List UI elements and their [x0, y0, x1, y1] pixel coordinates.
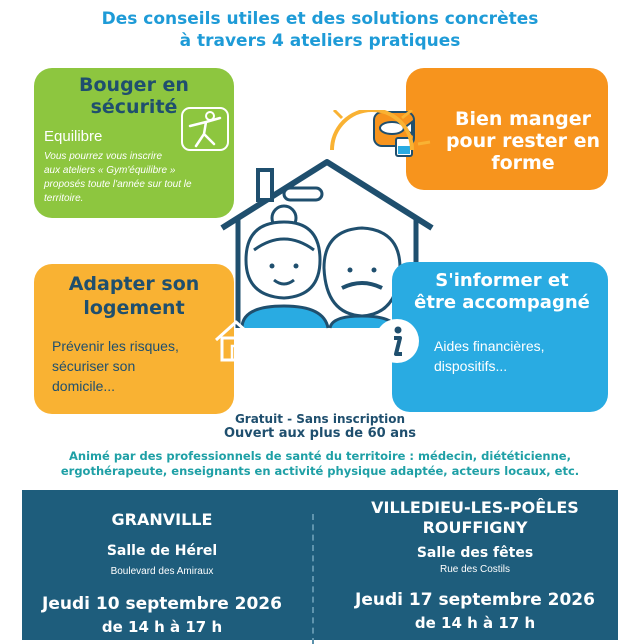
title-line: pour rester en	[445, 130, 601, 152]
page-subtitle	[0, 8, 640, 52]
city-line: ROUFFIGNY	[422, 518, 528, 537]
session-street: Rue des Costils	[439, 564, 511, 575]
session-granville	[32, 490, 292, 636]
card-move-safely-subtitle: Equilibre	[44, 128, 103, 145]
free-notice: Gratuit - Sans inscription	[234, 412, 406, 426]
desc-line: sécuriser son	[52, 358, 136, 374]
card-adapt-housing-title	[34, 272, 234, 320]
session-venue: Salle des fêtes	[416, 545, 534, 561]
title-line: forme	[491, 152, 555, 174]
age-notice: Ouvert aux plus de 60 ans	[224, 426, 416, 441]
title-line: Adapter son	[68, 273, 200, 295]
card-inform	[392, 262, 608, 412]
desc-line: territoire.	[44, 193, 84, 204]
session-city: GRANVILLE	[111, 510, 213, 529]
title-line: sécurité	[90, 96, 178, 118]
card-adapt-housing-description	[52, 336, 212, 396]
session-date: Jeudi 17 septembre 2026	[355, 590, 595, 610]
card-eat-well-title	[442, 108, 604, 174]
title-line: être accompagné	[414, 292, 590, 313]
card-adapt-housing	[34, 264, 234, 414]
session-venue: Salle de Hérel	[106, 543, 218, 559]
desc-line: domicile...	[52, 378, 116, 394]
desc-line: Vous pourrez vous inscrire	[44, 151, 163, 162]
session-city	[340, 498, 610, 538]
session-date: Jeudi 10 septembre 2026	[42, 594, 282, 614]
facilitators-line: ergothérapeute, enseignants en activité physique adaptée, acteurs locaux, etc.	[60, 464, 580, 478]
card-move-safely	[34, 68, 234, 218]
title-line: logement	[83, 297, 185, 319]
home-icon	[210, 318, 262, 362]
subtitle-line-1: Des conseils utiles et des solutions concrètes	[101, 9, 539, 29]
desc-line: proposés toute l'année sur tout le	[44, 179, 192, 190]
facilitators-text	[30, 449, 610, 479]
session-street: Boulevard des Amiraux	[110, 566, 214, 577]
footer-divider	[312, 514, 314, 644]
card-inform-description	[434, 336, 594, 376]
title-line: Bien manger	[454, 108, 592, 130]
desc-line: dispositifs...	[434, 358, 508, 374]
city-line: VILLEDIEU-LES-POÊLES	[371, 498, 579, 517]
sessions-footer	[22, 490, 618, 640]
info-icon	[372, 316, 422, 366]
session-hours: de 14 h à 17 h	[101, 618, 223, 636]
title-line: S'informer et	[435, 270, 569, 291]
card-move-safely-description	[44, 150, 194, 206]
session-villedieu	[340, 490, 610, 632]
session-hours: de 14 h à 17 h	[414, 614, 536, 632]
subtitle-line-2: à travers 4 ateliers pratiques	[179, 31, 461, 51]
desc-line: Aides financières,	[434, 338, 545, 354]
desc-line: Prévenir les risques,	[52, 338, 179, 354]
sun-icon	[332, 110, 430, 150]
card-inform-title	[402, 270, 602, 314]
desc-line: aux ateliers « Gym'équilibre »	[44, 165, 176, 176]
title-line: Bouger en	[79, 74, 189, 96]
facilitators-line: Animé par des professionnels de santé du territoire : médecin, diététicienne,	[69, 449, 571, 463]
